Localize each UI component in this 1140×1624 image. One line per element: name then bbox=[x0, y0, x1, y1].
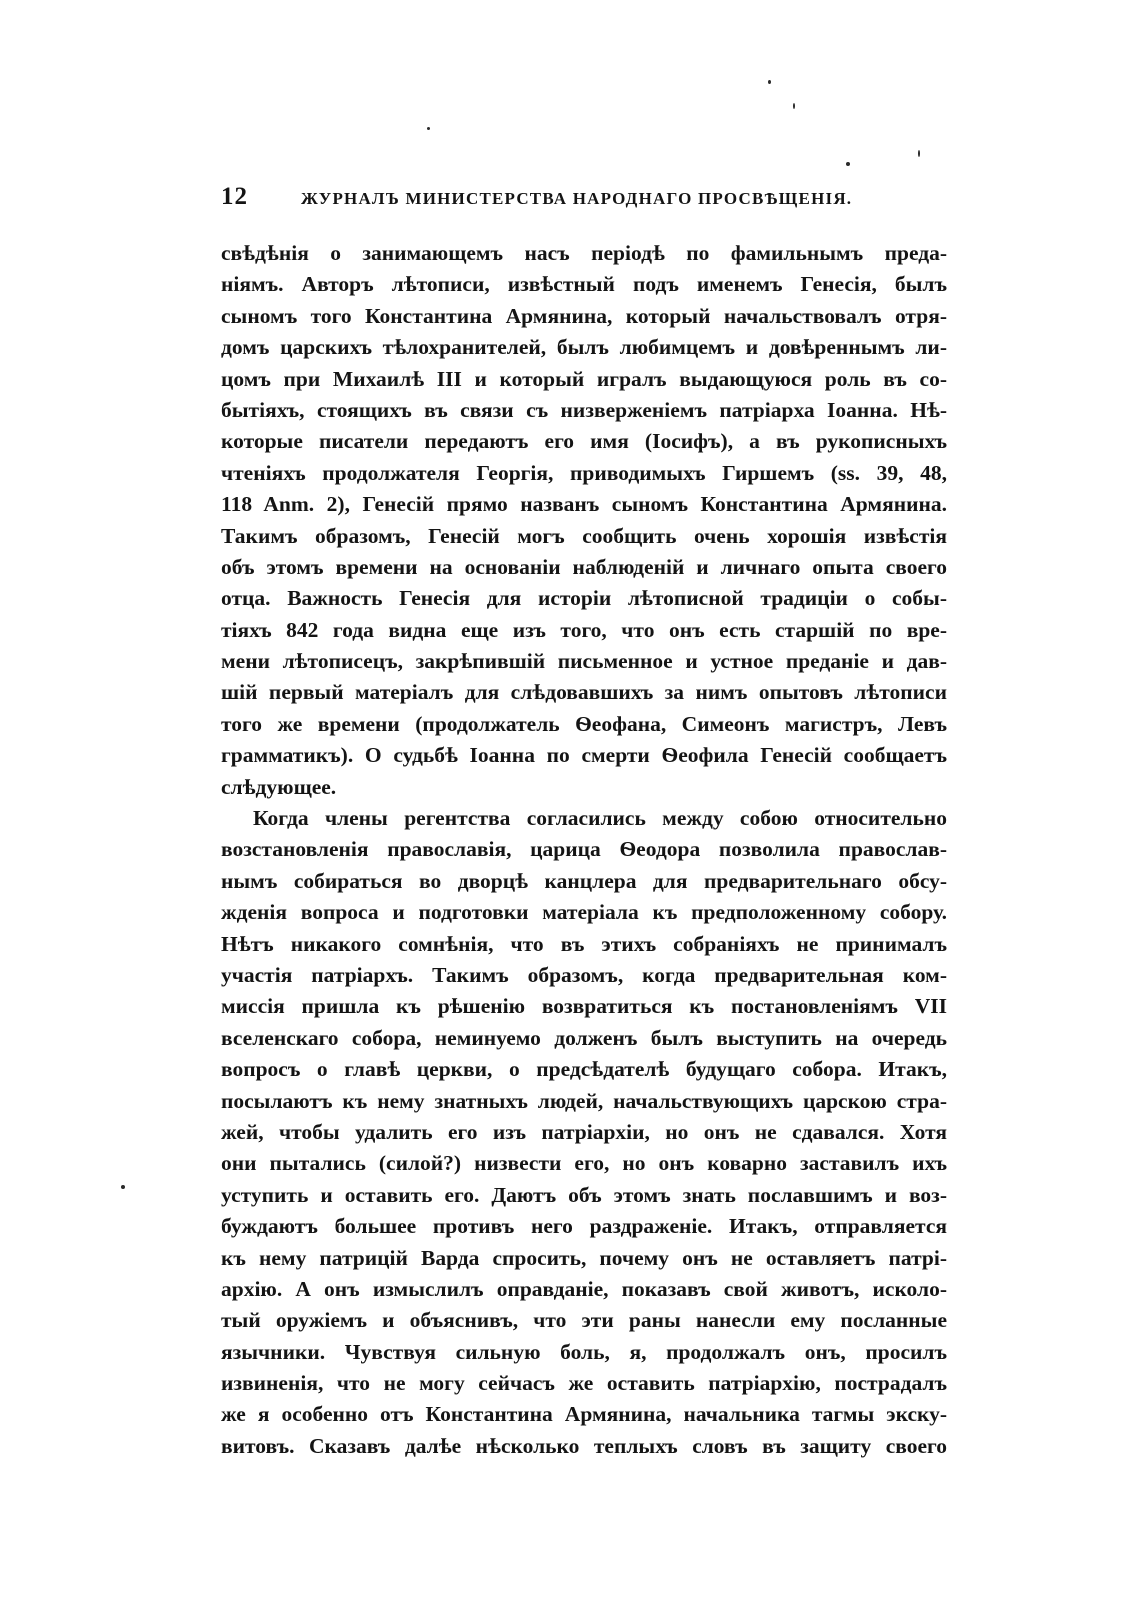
text-line: чтеніяхъ продолжателя Георгія, приводимыхъ Гиршемъ (ss. 39, 48, bbox=[221, 460, 947, 485]
text-line: жденія вопроса и подготовки матеріала къ предположенному собору. bbox=[221, 900, 947, 925]
text-line: участія патріархъ. Такимъ образомъ, когда предварительная ком- bbox=[221, 962, 947, 987]
text-line: тый оружіемъ и объяснивъ, что эти раны нанесли ему посланные bbox=[221, 1308, 947, 1333]
scan-speck bbox=[768, 80, 771, 84]
text-line: буждаютъ большее противъ него раздраженіе. Итакъ, отправляется bbox=[221, 1214, 947, 1239]
text-line: они пытались (силой?) низвести его, но онъ коварно заставилъ ихъ bbox=[221, 1151, 947, 1176]
text-line: 118 Anm. 2), Генесій прямо названъ сыномъ Константина Армянина. bbox=[221, 492, 947, 517]
text-line: Такимъ образомъ, Генесій могъ сообщить очень хорошія извѣстія bbox=[221, 523, 947, 548]
text-line: домъ царскихъ тѣлохранителей, былъ любимцемъ и довѣреннымъ ли- bbox=[221, 335, 947, 360]
text-line: язычники. Чувствуя сильную боль, я, продолжалъ онъ, просилъ bbox=[221, 1339, 947, 1364]
text-line: же я особенно отъ Константина Армянина, начальника тагмы экску- bbox=[221, 1402, 947, 1427]
paragraph bbox=[221, 803, 947, 1462]
text-line: тіяхъ 842 года видна еще изъ того, что онъ есть старшій по вре- bbox=[221, 617, 947, 642]
scan-speck bbox=[846, 162, 850, 166]
text-line: миссія пришла къ рѣшенію возвратиться къ постановленіямъ VII bbox=[221, 994, 947, 1019]
page-number: 12 bbox=[221, 183, 248, 210]
text-line: объ этомъ времени на основаніи наблюденій и личнаго опыта своего bbox=[221, 554, 947, 579]
text-line: того же времени (продолжатель Ѳеофана, Симеонъ магистръ, Левъ bbox=[221, 711, 947, 736]
text-line: шій первый матеріалъ для слѣдовавшихъ за нимъ опытовъ лѣтописи bbox=[221, 680, 947, 705]
text-line: свѣдѣнія о занимающемъ насъ періодѣ по фамильнымъ преда- bbox=[221, 241, 947, 265]
text-line: отца. Важность Генесія для исторіи лѣтописной традиціи о собы- bbox=[221, 586, 947, 611]
scan-speck bbox=[121, 1185, 125, 1189]
text-line: уступить и оставить его. Даютъ объ этомъ знать пославшимъ и воз- bbox=[221, 1182, 947, 1207]
page-header bbox=[221, 183, 947, 217]
text-line: вопросъ о главѣ церкви, о предсѣдателѣ будущаго собора. Итакъ, bbox=[221, 1057, 947, 1082]
text-line: возстановленія православія, царица Ѳеодора позволила православ- bbox=[221, 837, 947, 862]
text-line: жей, чтобы удалить его изъ патріархіи, но онъ не сдавался. Хотя bbox=[221, 1119, 947, 1144]
text-line: ніямъ. Авторъ лѣтописи, извѣстный подъ именемъ Генесія, былъ bbox=[221, 272, 947, 297]
scan-speck bbox=[427, 127, 430, 130]
text-line: витовъ. Сказавъ далѣе нѣсколько теплыхъ словъ въ защиту своего bbox=[221, 1433, 947, 1458]
text-line: посылаютъ къ нему знатныхъ людей, начальствующихъ царскою стра- bbox=[221, 1088, 947, 1113]
text-line: вселенскаго собора, неминуемо долженъ былъ выступить на очередь bbox=[221, 1025, 947, 1050]
text-line: нымъ собираться во дворцѣ канцлера для предварительнаго обсу- bbox=[221, 868, 947, 893]
text-line: къ нему патрицій Варда спросить, почему онъ не оставляетъ патрі- bbox=[221, 1245, 947, 1270]
running-title: ЖУРНАЛЪ МИНИСТЕРСТВА НАРОДНАГО ПРОСВѢЩЕНІЯ. bbox=[301, 189, 853, 208]
text-line: которые писатели передаютъ его имя (Іосифъ), а въ рукописныхъ bbox=[221, 429, 947, 454]
text-line: слѣдующее. bbox=[221, 774, 337, 799]
text-line: Нѣтъ никакого сомнѣнія, что въ этихъ собраніяхъ не принималъ bbox=[221, 931, 947, 956]
paragraph bbox=[221, 238, 947, 803]
body-text bbox=[221, 238, 947, 1462]
text-line: цомъ при Михаилѣ III и который игралъ выдающуюся роль въ со- bbox=[221, 366, 947, 391]
text-line: сыномъ того Константина Армянина, который начальствовалъ отря- bbox=[221, 303, 947, 328]
text-line: Когда члены регентства согласились между собою относительно bbox=[253, 806, 947, 831]
text-line: грамматикъ). О судьбѣ Іоанна по смерти Ѳеофила Генесій сообщаетъ bbox=[221, 743, 947, 768]
text-line: извиненія, что не могу сейчасъ же оставить патріархію, пострадалъ bbox=[221, 1371, 947, 1396]
text-line: мени лѣтописецъ, закрѣпившій письменное и устное преданіе и дав- bbox=[221, 649, 947, 674]
scan-speck bbox=[918, 150, 920, 157]
scan-speck bbox=[793, 103, 795, 109]
text-line: архію. А онъ измыслилъ оправданіе, показавъ свой животъ, исколо- bbox=[221, 1276, 947, 1301]
text-line: бытіяхъ, стоящихъ въ связи съ низверженіемъ патріарха Іоанна. Нѣ- bbox=[221, 397, 947, 422]
